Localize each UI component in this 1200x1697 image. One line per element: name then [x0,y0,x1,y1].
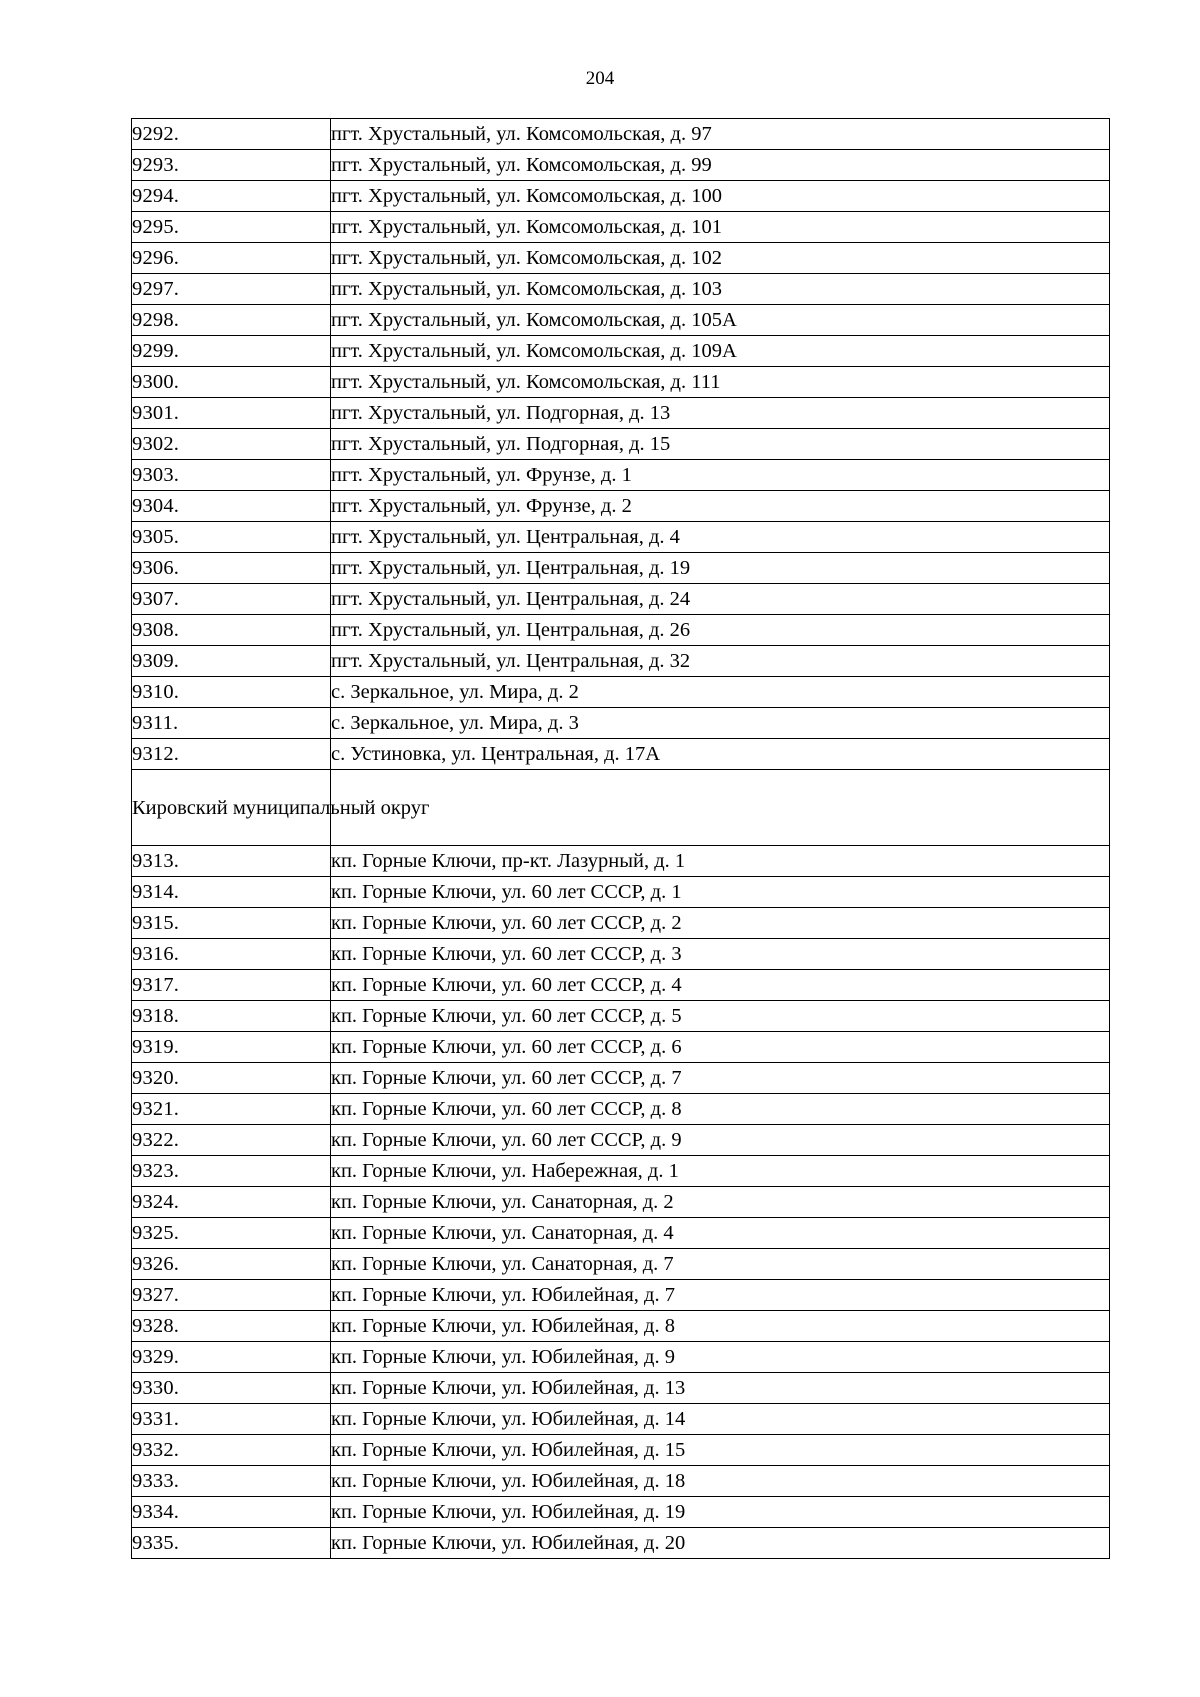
section-row [132,770,1110,846]
table-row [132,846,1110,877]
row-number-cell: 9302. [132,429,331,460]
address-cell: кп. Горные Ключи, ул. Юбилейная, д. 8 [331,1311,1110,1342]
row-number-cell: 9321. [132,1094,331,1125]
row-number-cell: 9298. [132,305,331,336]
address-cell: кп. Горные Ключи, ул. Санаторная, д. 2 [331,1187,1110,1218]
row-number-cell: 9305. [132,522,331,553]
address-cell: пгт. Хрустальный, ул. Комсомольская, д. 102 [331,243,1110,274]
address-cell: пгт. Хрустальный, ул. Центральная, д. 4 [331,522,1110,553]
row-number-cell: 9296. [132,243,331,274]
table-row [132,243,1110,274]
table-row [132,1032,1110,1063]
table-row [132,336,1110,367]
row-number-cell: 9312. [132,739,331,770]
address-cell: кп. Горные Ключи, ул. Юбилейная, д. 18 [331,1466,1110,1497]
row-number-cell: 9295. [132,212,331,243]
table-row [132,1342,1110,1373]
table-row [132,367,1110,398]
table-row [132,553,1110,584]
table-row [132,1156,1110,1187]
table-row [132,1280,1110,1311]
address-cell: кп. Горные Ключи, ул. Санаторная, д. 7 [331,1249,1110,1280]
table-row [132,1249,1110,1280]
table-row [132,1063,1110,1094]
table-row [132,460,1110,491]
row-number-cell: 9307. [132,584,331,615]
row-number-cell: 9322. [132,1125,331,1156]
row-number-cell: 9310. [132,677,331,708]
row-number-cell: 9318. [132,1001,331,1032]
address-cell: кп. Горные Ключи, ул. Юбилейная, д. 13 [331,1373,1110,1404]
address-cell: пгт. Хрустальный, ул. Фрунзе, д. 1 [331,460,1110,491]
table-row [132,584,1110,615]
address-cell: кп. Горные Ключи, ул. 60 лет СССР, д. 5 [331,1001,1110,1032]
table-row [132,181,1110,212]
address-cell: кп. Горные Ключи, пр-кт. Лазурный, д. 1 [331,846,1110,877]
table-row [132,491,1110,522]
table-row [132,1311,1110,1342]
table-row [132,150,1110,181]
address-cell: кп. Горные Ключи, ул. 60 лет СССР, д. 4 [331,970,1110,1001]
row-number-cell: 9317. [132,970,331,1001]
table-row [132,1497,1110,1528]
row-number-cell: 9293. [132,150,331,181]
row-number-cell: 9327. [132,1280,331,1311]
row-number-cell: 9308. [132,615,331,646]
table-row [132,1218,1110,1249]
row-number-cell: 9301. [132,398,331,429]
table-row [132,908,1110,939]
row-number-cell: 9297. [132,274,331,305]
row-number-cell: 9329. [132,1342,331,1373]
address-cell: пгт. Хрустальный, ул. Комсомольская, д. 97 [331,119,1110,150]
table-row [132,305,1110,336]
address-cell: кп. Горные Ключи, ул. Юбилейная, д. 14 [331,1404,1110,1435]
address-cell: пгт. Хрустальный, ул. Комсомольская, д. 109А [331,336,1110,367]
table-row [132,1404,1110,1435]
row-number-cell: 9311. [132,708,331,739]
row-number-cell: 9319. [132,1032,331,1063]
table-row [132,646,1110,677]
table-row [132,939,1110,970]
row-number-cell: 9306. [132,553,331,584]
address-cell: кп. Горные Ключи, ул. Санаторная, д. 4 [331,1218,1110,1249]
table-row [132,970,1110,1001]
address-cell: с. Зеркальное, ул. Мира, д. 3 [331,708,1110,739]
table-row [132,1435,1110,1466]
row-number-cell: 9304. [132,491,331,522]
address-cell: пгт. Хрустальный, ул. Фрунзе, д. 2 [331,491,1110,522]
address-cell: пгт. Хрустальный, ул. Комсомольская, д. 100 [331,181,1110,212]
table-row [132,1094,1110,1125]
address-cell: пгт. Хрустальный, ул. Центральная, д. 32 [331,646,1110,677]
row-number-cell: 9299. [132,336,331,367]
address-cell: кп. Горные Ключи, ул. Юбилейная, д. 20 [331,1528,1110,1559]
row-number-cell: 9300. [132,367,331,398]
row-number-cell: 9332. [132,1435,331,1466]
row-number-cell: 9315. [132,908,331,939]
table-row [132,522,1110,553]
address-cell: пгт. Хрустальный, ул. Подгорная, д. 13 [331,398,1110,429]
address-cell: кп. Горные Ключи, ул. 60 лет СССР, д. 6 [331,1032,1110,1063]
address-cell: пгт. Хрустальный, ул. Комсомольская, д. 105А [331,305,1110,336]
table-row [132,739,1110,770]
address-cell: пгт. Хрустальный, ул. Комсомольская, д. 111 [331,367,1110,398]
row-number-cell: 9331. [132,1404,331,1435]
address-cell: кп. Горные Ключи, ул. Юбилейная, д. 9 [331,1342,1110,1373]
table-row [132,119,1110,150]
address-cell: кп. Горные Ключи, ул. Юбилейная, д. 7 [331,1280,1110,1311]
row-number-cell: 9324. [132,1187,331,1218]
row-number-cell: 9320. [132,1063,331,1094]
address-cell: пгт. Хрустальный, ул. Центральная, д. 19 [331,553,1110,584]
table-row [132,1373,1110,1404]
address-cell: пгт. Хрустальный, ул. Центральная, д. 24 [331,584,1110,615]
row-number-cell: 9334. [132,1497,331,1528]
address-cell: пгт. Хрустальный, ул. Комсомольская, д. 103 [331,274,1110,305]
row-number-cell: 9313. [132,846,331,877]
address-cell: пгт. Хрустальный, ул. Комсомольская, д. 101 [331,212,1110,243]
address-cell: кп. Горные Ключи, ул. 60 лет СССР, д. 2 [331,908,1110,939]
table-row [132,1466,1110,1497]
page-number: 204 [585,68,615,89]
row-number-cell: 9292. [132,119,331,150]
table-row [132,212,1110,243]
address-table [131,118,1110,1559]
row-number-cell: 9325. [132,1218,331,1249]
address-cell: кп. Горные Ключи, ул. 60 лет СССР, д. 8 [331,1094,1110,1125]
table-row [132,1187,1110,1218]
table-row [132,429,1110,460]
table-row [132,274,1110,305]
address-cell: кп. Горные Ключи, ул. 60 лет СССР, д. 7 [331,1063,1110,1094]
table-row [132,1528,1110,1559]
table-row [132,677,1110,708]
row-number-cell: 9330. [132,1373,331,1404]
address-cell: кп. Горные Ключи, ул. Юбилейная, д. 19 [331,1497,1110,1528]
row-number-cell: 9303. [132,460,331,491]
address-cell: кп. Горные Ключи, ул. 60 лет СССР, д. 1 [331,877,1110,908]
address-cell: пгт. Хрустальный, ул. Комсомольская, д. 99 [331,150,1110,181]
table-row [132,1001,1110,1032]
row-number-cell: 9294. [132,181,331,212]
address-cell: кп. Горные Ключи, ул. 60 лет СССР, д. 9 [331,1125,1110,1156]
address-cell: кп. Горные Ключи, ул. Юбилейная, д. 15 [331,1435,1110,1466]
table-row [132,877,1110,908]
row-number-cell: 9333. [132,1466,331,1497]
row-number-cell: 9316. [132,939,331,970]
address-table-body [132,119,1110,1559]
row-number-cell: 9314. [132,877,331,908]
address-cell: с. Устиновка, ул. Центральная, д. 17А [331,739,1110,770]
row-number-cell: 9335. [132,1528,331,1559]
address-cell: кп. Горные Ключи, ул. Набережная, д. 1 [331,1156,1110,1187]
section-empty-cell [331,770,1110,846]
row-number-cell: 9309. [132,646,331,677]
address-cell: пгт. Хрустальный, ул. Центральная, д. 26 [331,615,1110,646]
table-row [132,1125,1110,1156]
table-row [132,615,1110,646]
table-row [132,398,1110,429]
row-number-cell: 9323. [132,1156,331,1187]
row-number-cell: 9326. [132,1249,331,1280]
table-row [132,708,1110,739]
address-cell: с. Зеркальное, ул. Мира, д. 2 [331,677,1110,708]
address-cell: пгт. Хрустальный, ул. Подгорная, д. 15 [331,429,1110,460]
row-number-cell: 9328. [132,1311,331,1342]
section-heading: Кировский муниципальный округ [132,770,331,846]
address-cell: кп. Горные Ключи, ул. 60 лет СССР, д. 3 [331,939,1110,970]
